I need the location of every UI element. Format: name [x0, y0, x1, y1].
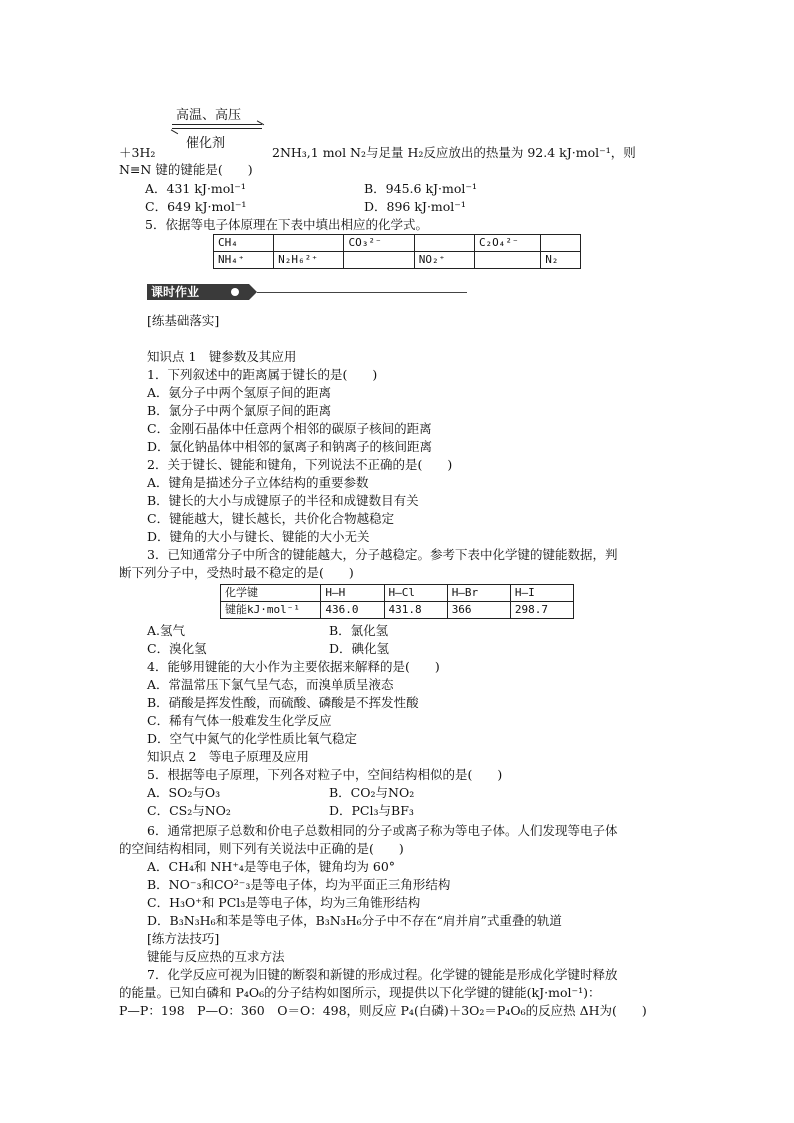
- bond-energy-table: [220, 584, 574, 619]
- table-header: H—Br: [447, 585, 510, 602]
- q1-option-a: A．氨分子中两个氢原子间的距离: [147, 385, 332, 400]
- knowledge-point-2: 知识点 2 等电子原理及应用: [147, 749, 309, 764]
- banner-rule: [257, 292, 467, 293]
- table-cell: 298.7: [510, 602, 573, 619]
- q4-stem: 4．能够用键能的大小作为主要依据来解释的是( ): [147, 659, 440, 674]
- table-row: [221, 585, 574, 602]
- q5-stem: 5．根据等电子原理，下列各对粒子中，空间结构相似的是( ): [147, 767, 503, 782]
- option-b: B．945.6 kJ·mol⁻¹: [364, 181, 477, 196]
- q1-option-c: C．金刚石晶体中任意两个相邻的碳原子核间的距离: [147, 421, 432, 436]
- q7-line-1: 7．化学反应可视为旧键的断裂和新键的形成过程。化学键的键能是形成化学键时释放: [147, 967, 618, 982]
- knowledge-point-1: 知识点 1 键参数及其应用: [147, 349, 297, 364]
- option-c: C．649 kJ·mol⁻¹: [145, 199, 247, 214]
- q4-prev-stem: N≡N 键的键能是( ): [119, 162, 253, 177]
- table-header: H—Cl: [384, 585, 447, 602]
- q5-option-a: A．SO₂与O₃: [147, 785, 221, 800]
- q6-stem-2: 的空间结构相同，则下列有关说法中正确的是( ): [119, 841, 404, 856]
- option-a: A．431 kJ·mol⁻¹: [145, 181, 246, 196]
- q1-option-b: B．氯分子中两个氯原子间的距离: [147, 403, 332, 418]
- banner-dot-icon: [231, 288, 239, 296]
- table-cell: [274, 235, 344, 252]
- table-row: [214, 235, 581, 252]
- method-title: 键能与反应热的互求方法: [147, 949, 285, 964]
- q2-stem: 2．关于键长、键能和键角，下列说法不正确的是( ): [147, 457, 453, 472]
- q4-option-d: D．空气中氮气的化学性质比氧气稳定: [147, 731, 358, 746]
- q5-prev-stem: 5．依据等电子体原理在下表中填出相应的化学式。: [145, 217, 428, 232]
- table-cell: NO₂⁺: [414, 252, 474, 269]
- table-cell: N₂H₆²⁺: [274, 252, 344, 269]
- table-cell: N₂: [541, 252, 581, 269]
- table-cell: 366: [447, 602, 510, 619]
- q6-option-d: D．B₃N₃H₆和苯是等电子体，B₃N₃H₆分子中不存在“肩并肩”式重叠的轨道: [147, 913, 562, 928]
- q3-option-d: D．碘化氢: [329, 641, 390, 656]
- table-row: [214, 252, 581, 269]
- q2-option-a: A．键角是描述分子立体结构的重要参数: [147, 475, 369, 490]
- q3-option-a: A.氢气: [147, 623, 186, 638]
- arrow-head-left: [169, 129, 178, 137]
- q3-option-c: C．溴化氢: [147, 641, 207, 656]
- q3-option-b: B．氯化氢: [329, 623, 389, 638]
- section-method: [练方法技巧]: [147, 931, 220, 946]
- table-cell: [474, 252, 540, 269]
- condition-bottom: 催化剂: [186, 136, 226, 151]
- table-header: 化学键: [221, 585, 321, 602]
- q4-option-c: C．稀有气体一般难发生化学反应: [147, 713, 332, 728]
- q1-option-d: D．氯化钠晶体中相邻的氯离子和钠离子的核间距离: [147, 439, 433, 454]
- table-cell: CO₃²⁻: [344, 235, 414, 252]
- option-d: D．896 kJ·mol⁻¹: [364, 199, 466, 214]
- table-cell: [414, 235, 474, 252]
- q5-option-d: D．PCl₃与BF₃: [329, 803, 414, 818]
- banner-tip: [249, 284, 257, 300]
- q1-stem: 1．下列叙述中的距离属于键长的是( ): [147, 367, 378, 382]
- arrow-line-top: [172, 124, 262, 125]
- q3-stem-2: 断下列分子中，受热时最不稳定的是( ): [119, 565, 354, 580]
- q2-option-b: B．键长的大小与成键原子的半径和成键数目有关: [147, 493, 419, 508]
- table-cell: [344, 252, 414, 269]
- table-cell: [541, 235, 581, 252]
- q2-option-c: C．键能越大，键长越长，共价化合物越稳定: [147, 511, 395, 526]
- table-cell: C₂O₄²⁻: [474, 235, 540, 252]
- section-basic: [练基础落实]: [147, 313, 220, 328]
- table-cell: CH₄: [214, 235, 274, 252]
- table-row: [221, 602, 574, 619]
- condition-top: 高温、高压: [176, 108, 242, 123]
- banner-label: 课时作业: [147, 284, 249, 300]
- q3-stem-1: 3．已知通常分子中所含的键能越大，分子越稳定。参考下表中化学键的键能数据，判: [147, 547, 618, 562]
- table-header: H—I: [510, 585, 573, 602]
- q7-line-2: 的能量。已知白磷和 P₄O₆的分子结构如图所示，现提供以下化学键的键能(kJ·mol⁻¹)：: [119, 985, 601, 1000]
- table-cell: NH₄⁺: [214, 252, 274, 269]
- table-cell: 键能kJ·mol⁻¹: [221, 602, 321, 619]
- q6-stem-1: 6．通常把原子总数和价电子总数相同的分子或离子称为等电子体。人们发现等电子体: [147, 823, 618, 838]
- reaction-condition-arrow: [172, 104, 276, 150]
- q5-option-b: B．CO₂与NO₂: [329, 785, 415, 800]
- q6-option-a: A．CH₄和 NH⁺₄是等电子体，键角均为 60°: [147, 859, 396, 874]
- q2-option-d: D．键角的大小与键长、键能的大小无关: [147, 529, 370, 544]
- q5-option-c: C．CS₂与NO₂: [147, 803, 231, 818]
- isoelectronic-table: [213, 234, 581, 269]
- reaction-right: 2NH₃,1 mol N₂与足量 H₂反应放出的热量为 92.4 kJ·mol⁻¹，则: [272, 145, 636, 160]
- table-header: H—H: [321, 585, 384, 602]
- q4-option-b: B．硝酸是挥发性酸，而硫酸、磷酸是不挥发性酸: [147, 695, 419, 710]
- q6-option-b: B．NO⁻₃和CO²⁻₃是等电子体，均为平面正三角形结构: [147, 877, 451, 892]
- q7-line-3: P—P：198 P—O：360 O＝O：498，则反应 P₄(白磷)＋3O₂＝P₄O₆的反应热 ΔH为( ): [119, 1003, 647, 1018]
- q6-option-c: C．H₃O⁺和 PCl₃是等电子体，均为三角锥形结构: [147, 895, 421, 910]
- table-cell: 436.0: [321, 602, 384, 619]
- homework-banner: [147, 284, 467, 300]
- reaction-left: ＋3H₂: [119, 145, 156, 160]
- table-cell: 431.8: [384, 602, 447, 619]
- q4-option-a: A．常温常压下氯气呈气态，而溴单质呈液态: [147, 677, 394, 692]
- arrow-line-bottom: [172, 128, 262, 129]
